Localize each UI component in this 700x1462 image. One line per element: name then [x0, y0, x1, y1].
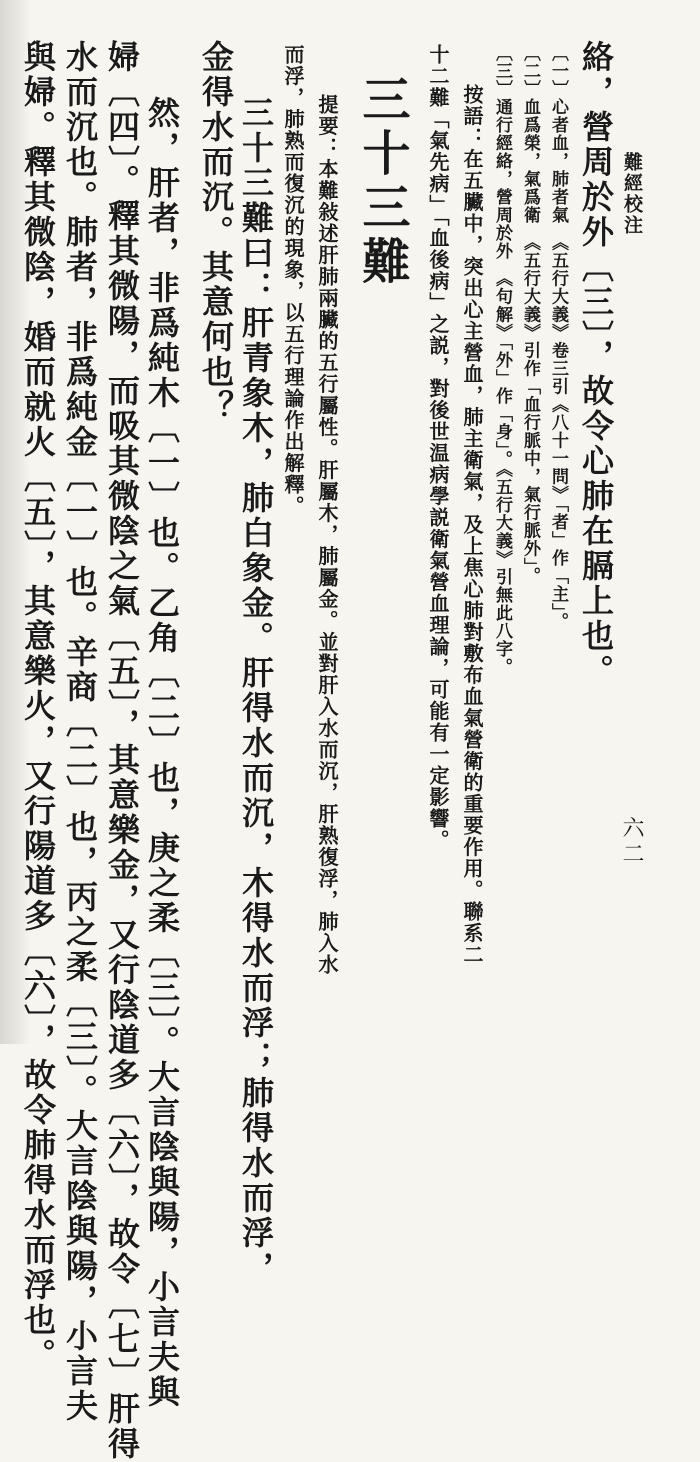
summary-line-2: 而浮，肺熟而復沉的現象，以五行理論作出解釋。 — [281, 44, 305, 517]
main-text-line-continued: 絡，營周於外〔三〕，故令心肺在膈上也。 — [577, 40, 615, 689]
summary-line-1 — [317, 94, 337, 976]
main-text-line-5: 水而沉也。肺者，非爲純金〔一〕也。辛商〔二〕也，丙之柔〔三〕。大言陰與陽，小言夫 — [61, 40, 99, 1424]
page-number: 六二 — [619, 816, 644, 868]
running-header: 難經校注 — [621, 152, 643, 236]
main-text-line-2: 金得水而沉。其意何也？ — [197, 40, 235, 425]
main-text-line-1: 三十三難曰：肝青象木，肺白象金。肝得水而沉，木得水而浮；肺得水而浮， — [237, 96, 275, 1286]
footnote-2: 〔二〕血爲榮，氣爲衛 《五行大義》引作「血行脈中，氣行脈外」。 — [520, 44, 540, 585]
main-text-line-3: 然，肝者，非爲純木〔一〕也。乙角〔二〕也，庚之柔〔三〕。大言陰與陽，小言夫與 — [143, 96, 181, 1410]
main-text-line-4: 婦〔四〕。釋其微陽，而吸其微陰之氣〔五〕，其意樂金，又行陰道多〔六〕，故令〔七〕肝得 — [103, 40, 141, 1462]
summary-text-1: 本難敍述肝肺兩臟的五行屬性。肝屬木，肺屬金。並對肝入水而沉，肝熟復浮，肺入水 — [315, 158, 339, 976]
commentary-line-2: 十二難「氣先病」「血後病」之説，對後世温病學説衛氣營血理論，可能有一定影響。 — [426, 44, 450, 851]
main-text-line-6: 與婦。釋其微陰，婚而就火〔五〕，其意樂火，又行陽道多〔六〕，故令肺得水而浮也。 — [19, 40, 57, 1373]
commentary-text-1: 在五臟中，突出心主營血，肺主衛氣，及上焦心肺對敷布血氣營衛的重要作用。聯系二 — [460, 148, 484, 966]
chapter-title: 三十三難 — [354, 74, 410, 290]
footnote-1: 〔一〕心者血，肺者氣 《五行大義》卷三引《八十一問》「者」作「主」。 — [548, 44, 568, 631]
commentary-label: 按語： — [460, 84, 484, 149]
footnote-3: 〔三〕通行經絡，營周於外 《句解》「外」作「身」。《五行大義》引無此八字。 — [492, 44, 512, 676]
summary-label: 提要： — [315, 94, 339, 159]
commentary-line-1 — [462, 84, 482, 966]
